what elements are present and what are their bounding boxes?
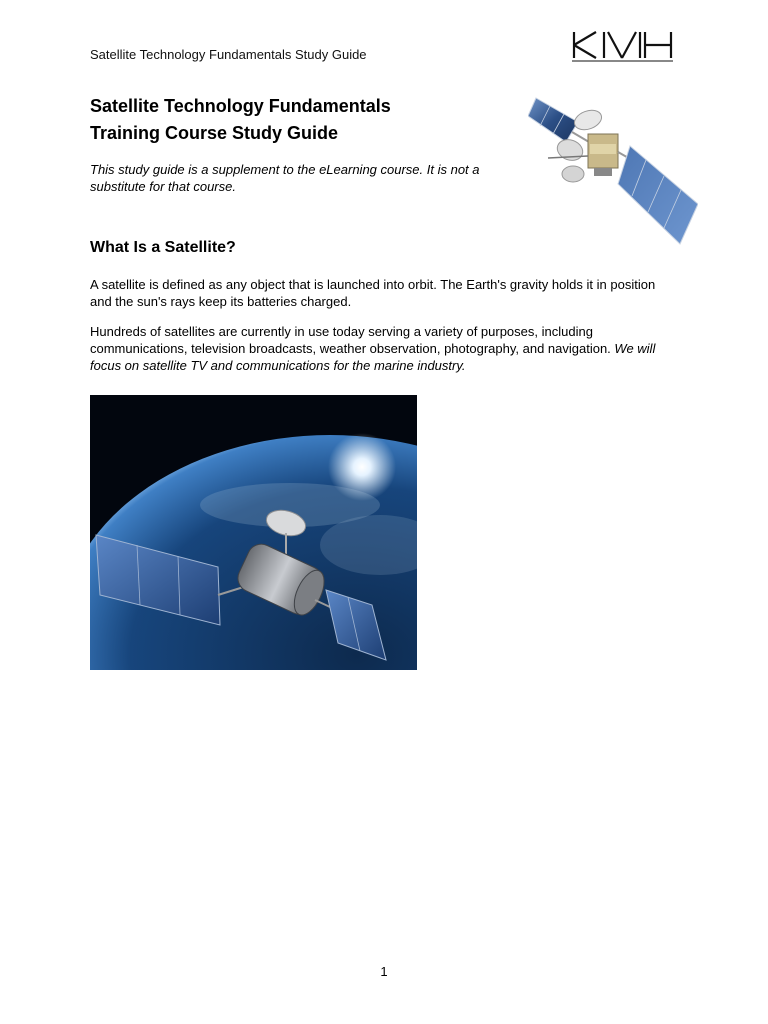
paragraph-definition: A satellite is defined as any object that is launched into orbit. The Earth's gravity holds it in position and the sun's rays keep its batteries charged. [90, 277, 656, 309]
section-heading: What Is a Satellite? [90, 239, 236, 256]
page-number: 1 [380, 964, 388, 979]
title-line-2: Training Course Study Guide [90, 123, 339, 143]
title-line-1: Satellite Technology Fundamentals [90, 96, 391, 116]
satellite-illustration [528, 92, 698, 250]
kvh-logo [570, 28, 680, 64]
paragraph-uses-text: Hundreds of satellites are currently in use today serving a variety of purposes, including communications, television broadcasts, weather observation, photography, and navigation. [90, 324, 615, 356]
paragraph-uses-focus: We will focus on satellite TV and communications for the marine industry. [90, 341, 656, 373]
satellite-earth-photo [90, 395, 417, 670]
paragraph-uses [90, 323, 665, 374]
intro-note: This study guide is a supplement to the eLearning course. It is not a substitute for that course. [90, 162, 480, 194]
document-title [90, 93, 510, 147]
running-header: Satellite Technology Fundamentals Study Guide [90, 47, 367, 62]
